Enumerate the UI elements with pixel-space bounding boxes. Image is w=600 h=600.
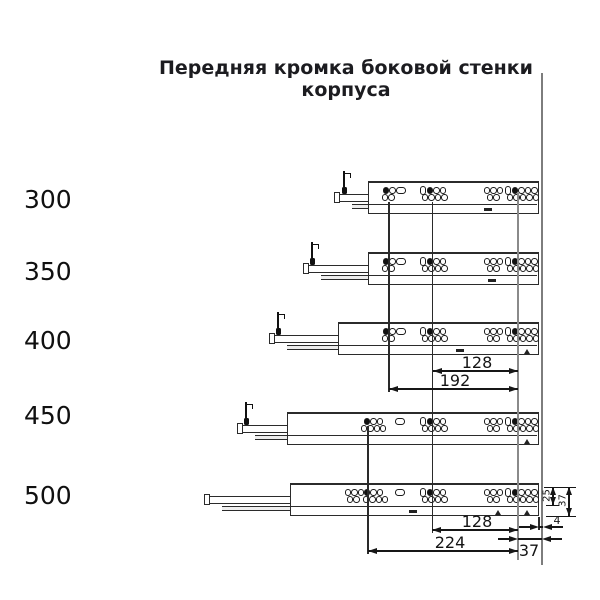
drawer-slide-400-arrow-mark xyxy=(524,349,530,354)
dim-4-label: 4 xyxy=(553,514,561,527)
drawer-slide-450-front-cap xyxy=(237,423,243,434)
mounting-hole xyxy=(533,194,540,201)
mounting-hole xyxy=(533,265,540,272)
mounting-hole xyxy=(433,418,440,425)
mounting-hole xyxy=(433,258,440,265)
drawer-slide-450-body xyxy=(287,412,539,445)
mounting-hole xyxy=(533,425,540,432)
mounting-hole xyxy=(497,418,504,425)
drawer-slide-450-inner-rail xyxy=(255,435,289,440)
mounting-hole xyxy=(518,187,525,194)
mounting-hole xyxy=(441,335,448,342)
drawer-slide-500-drawer-member xyxy=(206,496,292,504)
drawer-slide-350-front-cap xyxy=(303,263,309,274)
dim-37-right-label: 37 xyxy=(557,494,569,507)
drawer-slide-300-front-cap xyxy=(334,192,340,203)
drawer-slide-500-seam-line xyxy=(291,506,537,507)
mounting-hole xyxy=(380,425,387,432)
mounting-hole xyxy=(531,489,538,496)
mounting-hole xyxy=(533,496,540,503)
drawer-slide-450-seam-line xyxy=(288,435,537,436)
drawer-slide-400-front-cap xyxy=(269,333,275,344)
drawer-slide-350-hook xyxy=(312,244,319,249)
drawer-slide-300-hook-base xyxy=(342,187,347,194)
mounting-hole xyxy=(526,496,533,503)
drawer-slide-400-seam-line xyxy=(339,345,537,346)
mounting-hole xyxy=(395,489,405,496)
dim-128-bottom-arrow-right xyxy=(509,527,518,533)
drawer-slide-400-drawer-member xyxy=(271,335,340,343)
dim-224-label: 224 xyxy=(434,533,466,552)
dim-25-right-label: 25 xyxy=(541,489,553,502)
mounting-hole xyxy=(490,418,497,425)
length-label-500: 500 xyxy=(24,481,72,510)
length-label-300: 300 xyxy=(24,185,72,214)
dim-192-label: 192 xyxy=(439,371,471,390)
drawer-slide-450-hook-base xyxy=(244,418,249,425)
mounting-hole xyxy=(526,425,533,432)
guide-line-3 xyxy=(517,193,519,560)
mounting-hole xyxy=(441,496,448,503)
dim-224-arrow-left xyxy=(368,548,377,554)
mounting-hole xyxy=(440,258,447,265)
dim-128-bottom-label: 128 xyxy=(461,512,493,531)
mounting-hole xyxy=(396,187,406,194)
drawer-slide-300-tick-mark xyxy=(484,208,492,211)
mounting-hole xyxy=(388,194,395,201)
mounting-hole xyxy=(493,265,500,272)
drawer-slide-400-inner-rail xyxy=(287,345,340,350)
mounting-hole xyxy=(369,496,376,503)
drawer-slide-450-hook xyxy=(246,404,253,409)
drawer-slide-350-seam-line xyxy=(369,275,537,276)
drawer-slide-450-drawer-member xyxy=(239,425,289,433)
mounting-hole xyxy=(441,425,448,432)
dim-37-bottom-tail-right xyxy=(551,538,562,539)
mounting-hole xyxy=(370,489,377,496)
mounting-hole xyxy=(440,418,447,425)
mounting-hole xyxy=(433,489,440,496)
mounting-hole xyxy=(396,258,406,265)
drawer-slide-400-hook xyxy=(278,314,285,319)
dim-192-arrow-left xyxy=(389,386,398,392)
length-label-350: 350 xyxy=(24,257,72,286)
drawer-slide-500-tick-mark xyxy=(409,510,417,513)
dim-37-bottom-label: 37 xyxy=(518,541,540,560)
mounting-hole xyxy=(396,328,406,335)
mounting-hole xyxy=(497,258,504,265)
mounting-hole xyxy=(389,328,396,335)
mounting-hole xyxy=(518,489,525,496)
mounting-hole xyxy=(531,187,538,194)
length-label-450: 450 xyxy=(24,401,72,430)
drawer-slide-500-front-cap xyxy=(204,494,210,505)
mounting-hole xyxy=(526,335,533,342)
mounting-hole xyxy=(351,489,358,496)
drawer-slide-350-hook-base xyxy=(310,258,315,265)
mounting-hole xyxy=(490,258,497,265)
mounting-hole xyxy=(531,418,538,425)
mounting-hole xyxy=(490,328,497,335)
mounting-hole xyxy=(493,496,500,503)
mounting-hole xyxy=(493,194,500,201)
drawer-slide-400-hook-base xyxy=(276,328,281,335)
mounting-hole xyxy=(395,418,405,425)
drawer-slide-350-inner-rail xyxy=(321,275,370,280)
guide-line-2 xyxy=(367,426,368,554)
mounting-hole xyxy=(377,418,384,425)
mounting-hole xyxy=(518,418,525,425)
drawer-slide-300-hook xyxy=(344,173,351,178)
mounting-hole xyxy=(518,258,525,265)
dim-37-bottom-line xyxy=(518,538,542,539)
mounting-hole xyxy=(377,489,384,496)
mounting-hole xyxy=(497,328,504,335)
mounting-hole xyxy=(526,194,533,201)
length-label-400: 400 xyxy=(24,326,72,355)
drawer-slide-500-inner-rail xyxy=(222,506,292,511)
mounting-hole xyxy=(490,489,497,496)
drawer-slide-400-tick-mark xyxy=(456,349,464,352)
mounting-hole xyxy=(428,194,435,201)
dim-37-bottom-tail-left xyxy=(498,538,509,539)
mounting-hole xyxy=(440,328,447,335)
mounting-hole xyxy=(490,187,497,194)
mounting-hole xyxy=(526,265,533,272)
mounting-hole xyxy=(493,335,500,342)
dim-192-arrow-right xyxy=(509,386,518,392)
guide-line-0 xyxy=(388,202,389,392)
mounting-hole xyxy=(389,187,396,194)
mounting-hole xyxy=(389,258,396,265)
mounting-hole xyxy=(382,496,389,503)
dim-128-top-arrow-right xyxy=(509,368,518,374)
drawing-title: Передняя кромка боковой стенки корпуса xyxy=(159,57,533,101)
mounting-hole xyxy=(441,265,448,272)
dim-128-top-label: 128 xyxy=(461,353,493,372)
drawer-slide-350-tick-mark xyxy=(488,279,496,282)
drawer-slide-300-drawer-member xyxy=(336,194,370,202)
mounting-hole xyxy=(433,328,440,335)
mounting-hole xyxy=(497,187,504,194)
mounting-hole xyxy=(531,328,538,335)
mounting-hole xyxy=(518,328,525,335)
mounting-hole xyxy=(493,425,500,432)
mounting-hole xyxy=(440,187,447,194)
drawer-slide-450-arrow-mark xyxy=(524,439,530,444)
mounting-hole xyxy=(440,489,447,496)
drawer-slide-350-drawer-member xyxy=(305,265,370,273)
mounting-hole xyxy=(353,496,360,503)
dim-128-bottom-arrow-left xyxy=(432,527,441,533)
mounting-hole xyxy=(531,258,538,265)
drawer-slide-300-seam-line xyxy=(369,204,537,205)
mounting-hole xyxy=(533,335,540,342)
mounting-hole xyxy=(497,489,504,496)
mounting-hole xyxy=(433,187,440,194)
mounting-hole xyxy=(370,418,377,425)
mounting-hole xyxy=(441,194,448,201)
